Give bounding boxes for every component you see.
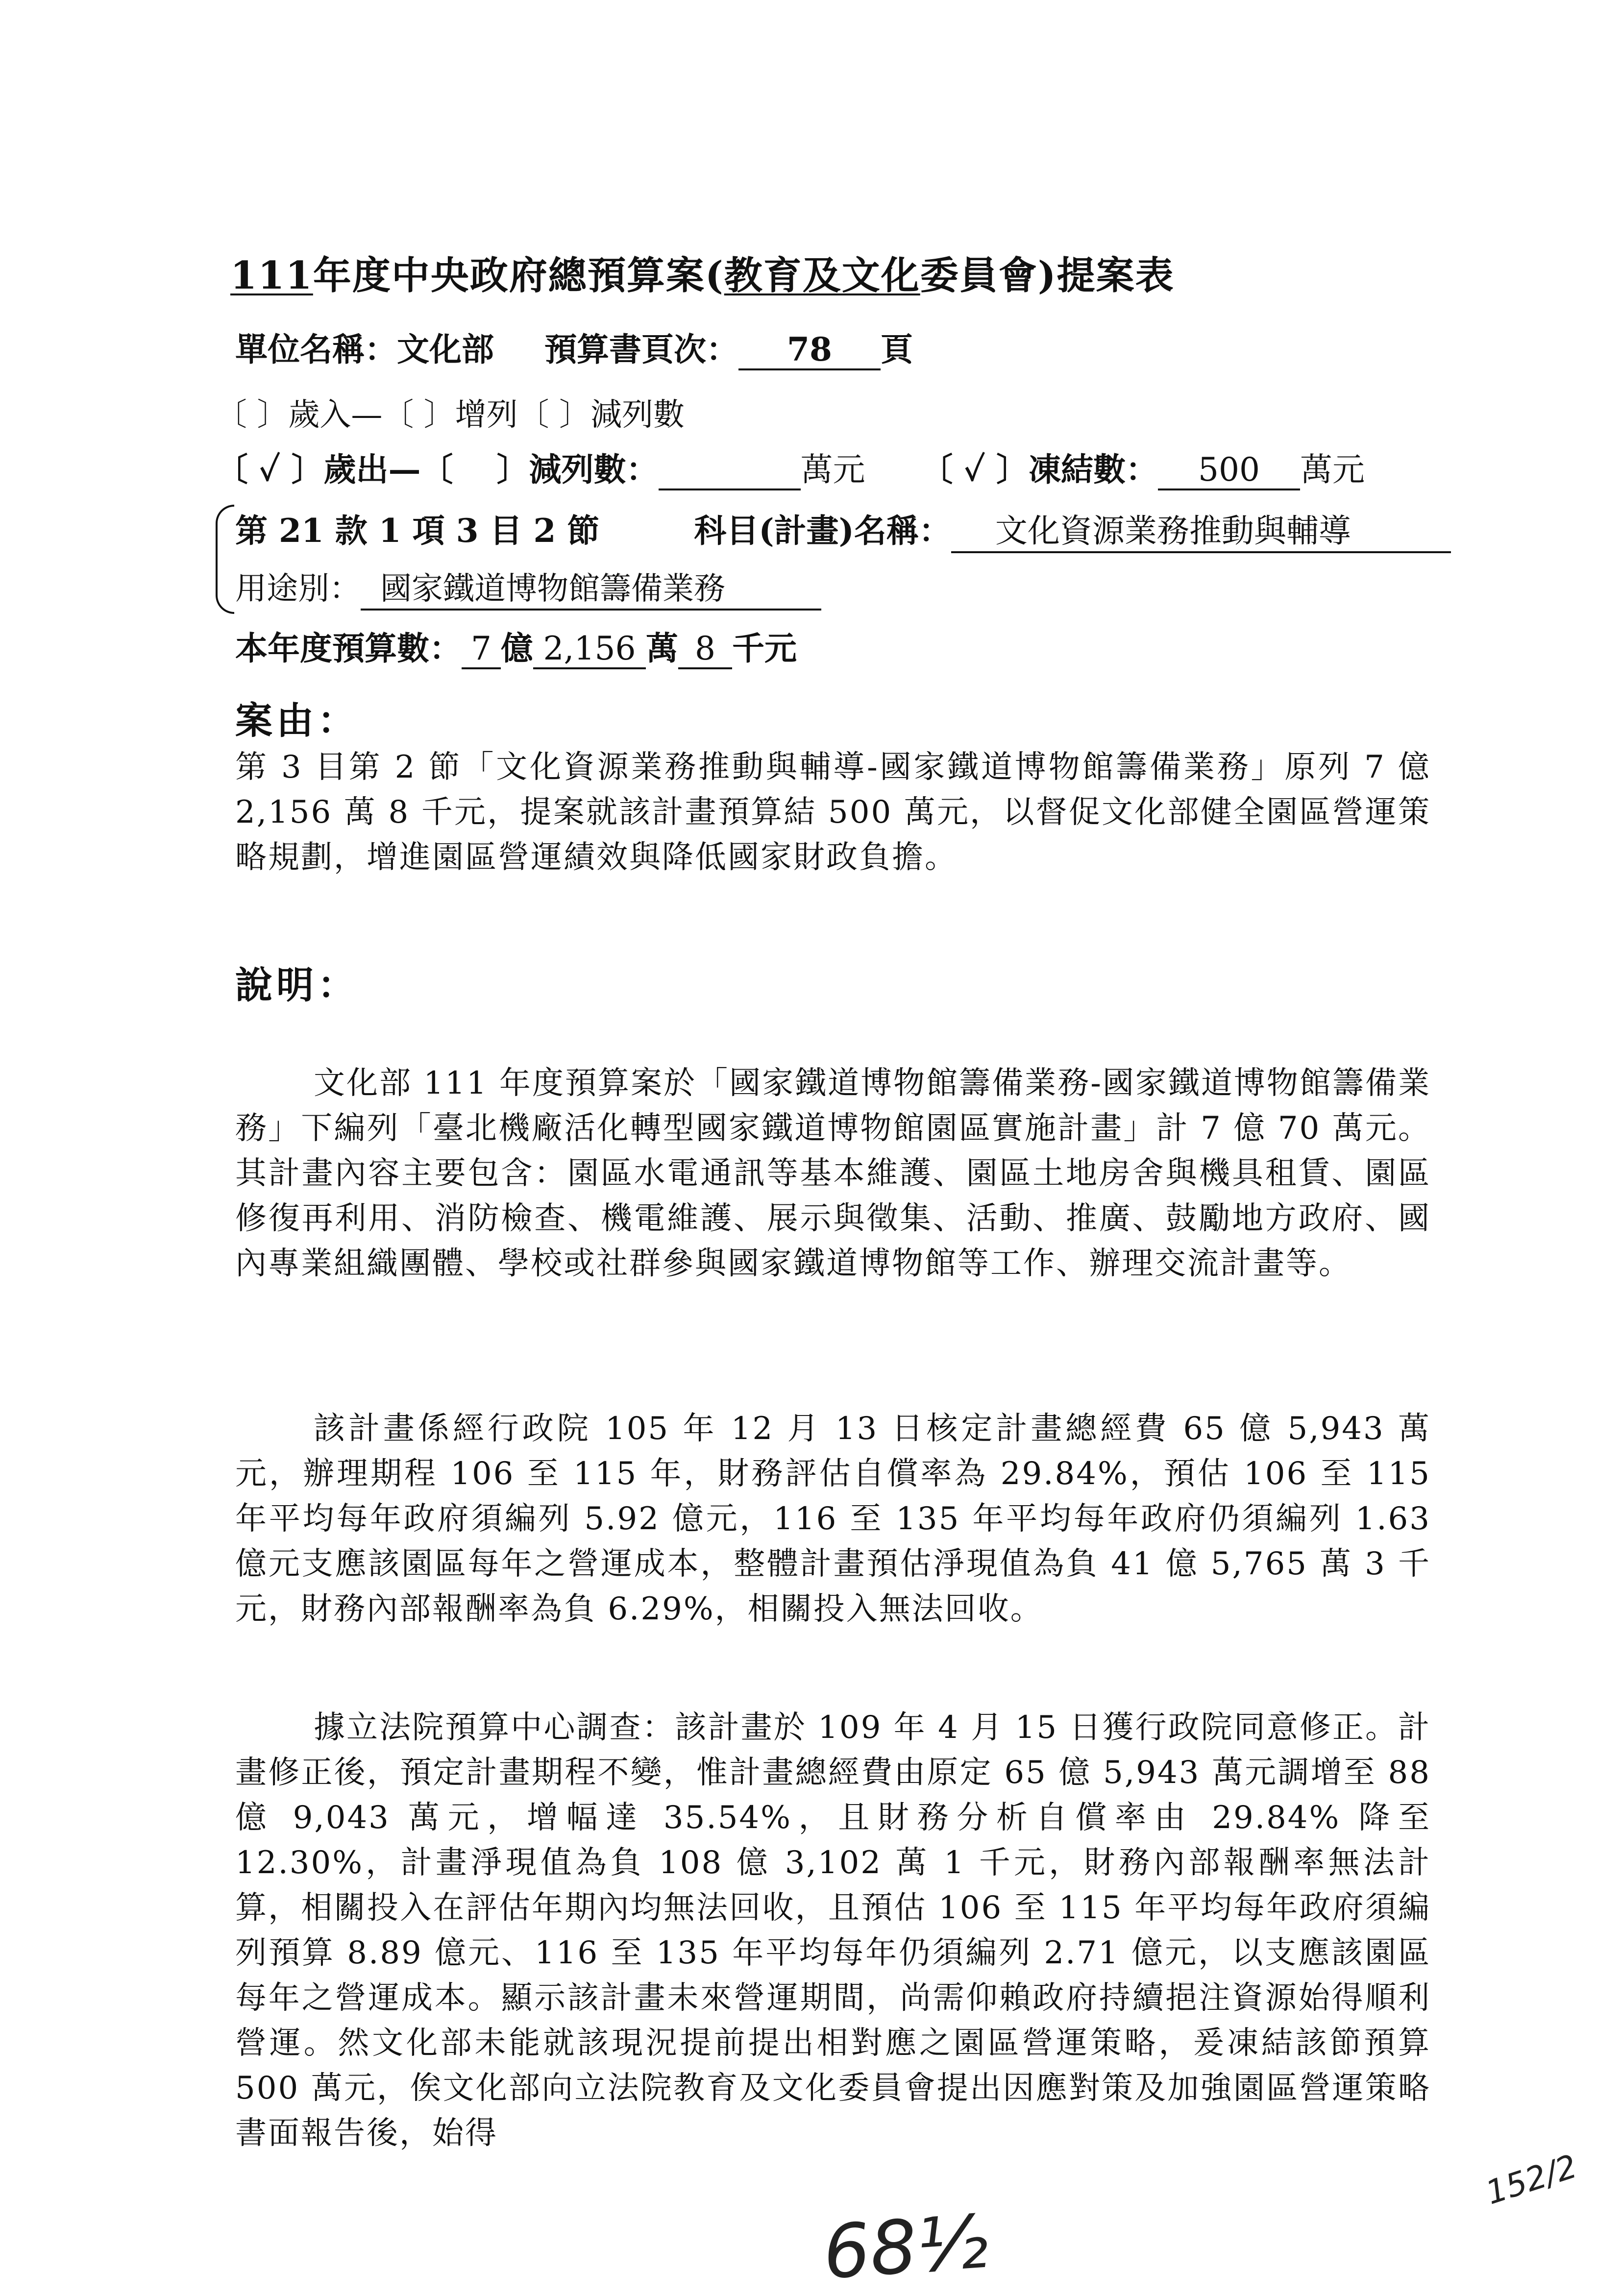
item-line (235, 505, 1451, 553)
budget-value-yi: 7 (462, 630, 501, 669)
reason-heading: 案由： (235, 699, 359, 742)
freeze-value: 500 (1158, 451, 1300, 490)
budget-unit-wan: 萬 (646, 629, 678, 667)
reason-text: 第 3 目第 2 節「文化資源業務推動與輔導-國家鐵道博物館籌備業務」原列 7 億 2,156 萬 8 千元，提案就該計畫預算結 500 萬元，以督促文化部健全園區營運策略規劃，增進園區營運績效與降低國家財政負擔。 (235, 749, 1431, 876)
page-number: 78 (738, 330, 881, 370)
budget-label: 本年度預算數： (235, 629, 462, 667)
explanation-heading: 說明： (235, 963, 359, 1007)
subject-label: 科目(計畫)名稱： (694, 512, 951, 550)
subject-name: 文化資源業務推動與輔導 (951, 505, 1451, 553)
budget-value-wan: 2,156 (533, 630, 646, 669)
handwritten-page-mark: 68½ (820, 2199, 991, 2296)
explanation-paragraph: 據立法院預算中心調查：該計畫於 109 年 4 月 15 日獲行政院同意修正。計畫修正後，預定計畫期程不變，惟計畫總經費由原定 65 億 5,943 萬元調增至 88 億 9,043 萬元，增幅達 35.54%，且財務分析自償率由 29.84% 降至 12.30%，計畫淨現值為負 108 億 3,102 萬 1 千元，財務內部報酬率無法計算，相關投入在評估年期內均無法回收，且預估 106 至 115 年平均每年政府須編列預算 8.89 億元、116 至 135 年平均每年仍須編列 2.71 億元，以支應該園區每年之營運成本。顯示該計畫未來營運期間，尚需仰賴政府持續挹注資源始得順利營運。然文化部未能就該現況提前提出相對應之園區營運策略，爰凍結該節預算 500 萬元，俟文化部向立法院教育及文化委員會提出因應對策及加強園區營運策略書面報告後，始得 (235, 1710, 1431, 2151)
budget-line (235, 622, 797, 669)
title-text-1: 年度中央政府總預算案( (313, 253, 724, 298)
page-label: 預算書頁次： (544, 330, 738, 368)
budget-unit-qian: 千元 (732, 629, 797, 667)
usage-label: 用途別： (235, 571, 361, 607)
freeze-unit: 萬元 (1300, 451, 1365, 489)
budget-unit-yi: 億 (501, 629, 533, 667)
explanation-paragraph: 文化部 111 年度預算案於「國家鐵道博物館籌備業務-國家鐵道博物館籌備業務」下編列「臺北機廠活化轉型國家鐵道博物館園區實施計畫」計 7 億 70 萬元。其計畫內容主要包含：園區水電通訊等基本維護、園區土地房舍與機具租賃、園區修復再利用、消防檢查、機電維護、展示與徵集、活動、推廣、鼓勵地方政府、國內專業組織團體、學校或社群參與國家鐵道博物館等工作、辦理交流計畫等。 (235, 1065, 1431, 1282)
budget-value-qian: 8 (678, 630, 732, 669)
group-bracket (216, 505, 234, 614)
usage-line (235, 563, 821, 611)
explanation-paragraph: 該計畫係經行政院 105 年 12 月 13 日核定計畫總經費 65 億 5,943 萬元，辦理期程 106 至 115 年，財務評估自償率為 29.84%，預估 106 至 115 年平均每年政府須編列 5.92 億元，116 至 135 年平均每年政府仍須編列 1.63 億元支應該園區每年之營運成本，整體計畫預估淨現值為負 41 億 5,765 萬 3 千元，財務內部報酬率為負 6.29%，相關投入無法回收。 (235, 1411, 1431, 1627)
freeze-label: 〔 ✓ 〕凍結數： (920, 450, 1158, 489)
unit-line (235, 323, 913, 370)
reduce-value (659, 450, 801, 490)
usage-value: 國家鐵道博物館籌備業務 (361, 563, 821, 611)
title-committee: 教育及文化 (724, 253, 920, 298)
title-text-2: 委員會)提案表 (920, 253, 1175, 298)
document-title (230, 245, 1175, 300)
item-section: 第 21 款 1 項 3 目 2 節 (235, 512, 600, 550)
unit-label: 單位名稱：文化部 (235, 330, 494, 368)
page-suffix: 頁 (880, 330, 913, 368)
reduce-unit: 萬元 (800, 451, 865, 489)
expense-prefix: 〔 ✓ 〕歲出—〔 〕減列數： (216, 450, 659, 489)
revenue-line: 〔 〕歲入—〔 〕增列〔 〕減列數 (216, 397, 685, 433)
title-year: 111 (230, 253, 313, 298)
expense-line (216, 443, 1365, 490)
handwritten-side-mark: 152/2 (1481, 2147, 1582, 2212)
